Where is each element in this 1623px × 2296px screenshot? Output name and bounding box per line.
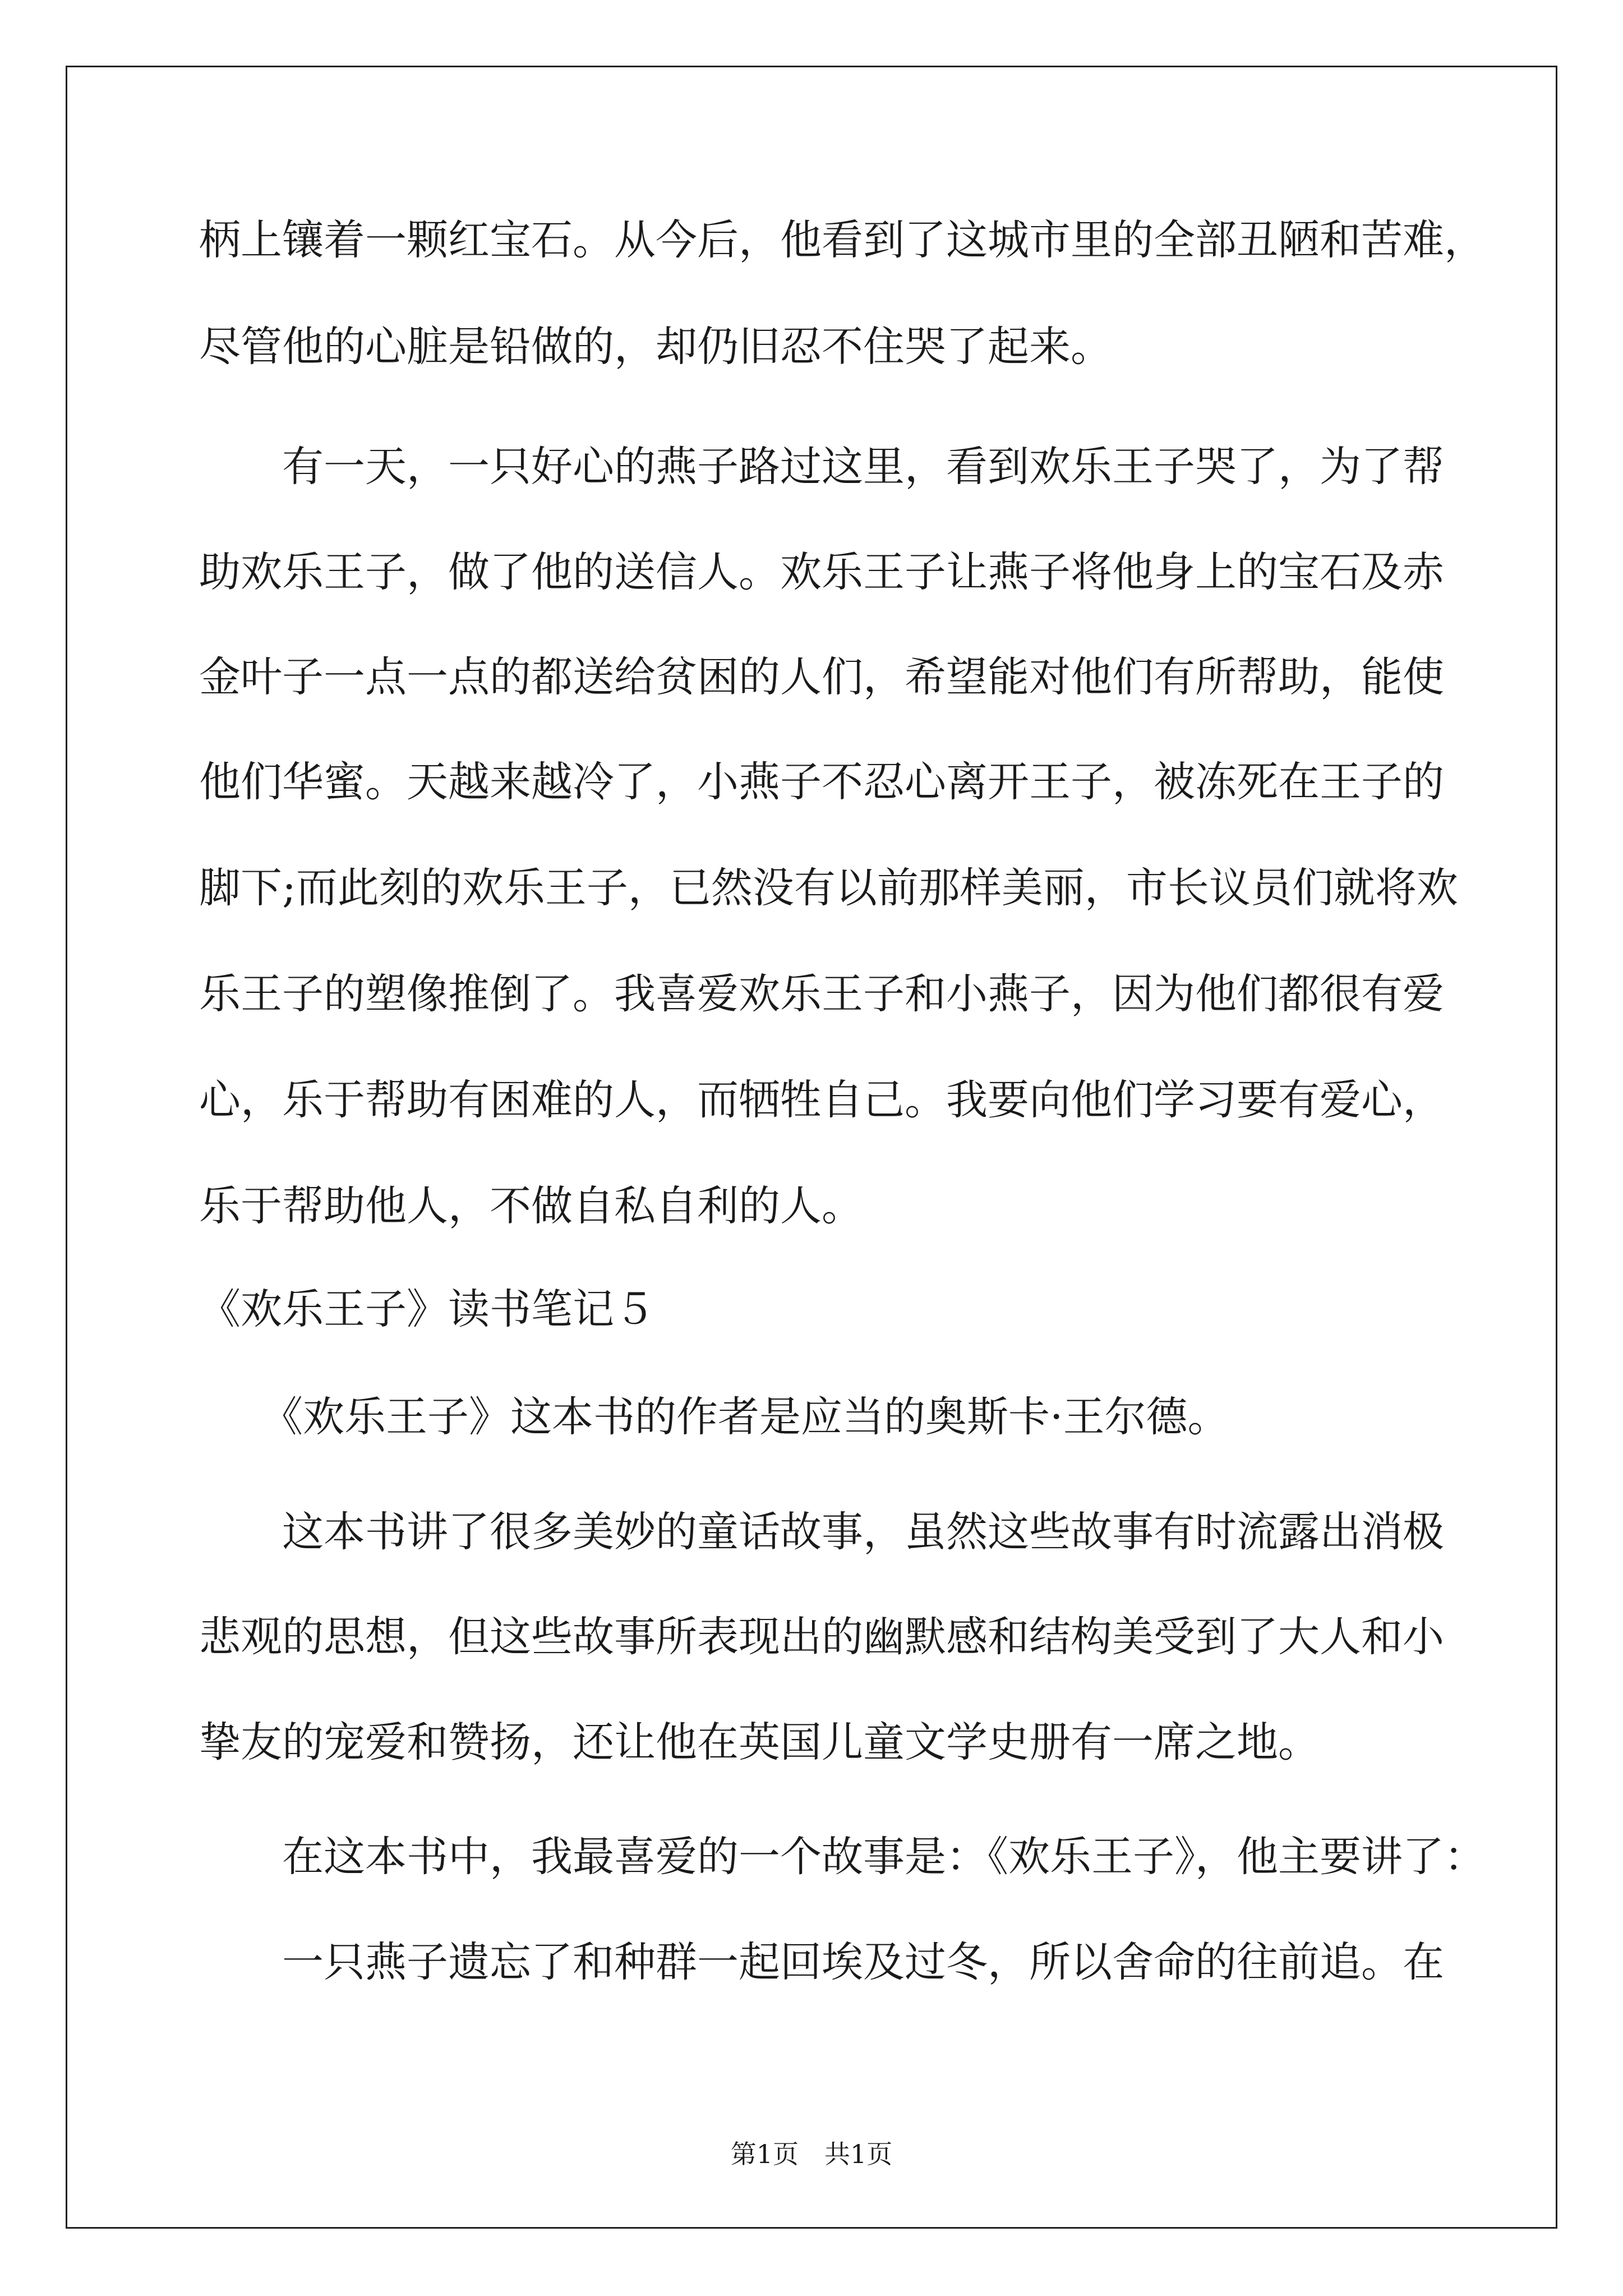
- text-line: 尽管他的心脏是铅做的，却仍旧忍不住哭了起来。: [199, 323, 1112, 371]
- text-line: 脚下;而此刻的欢乐王子，已然没有以前那样美丽，市长议员们就将欢: [199, 864, 1458, 912]
- section-heading: 《欢乐王子》读书笔记５: [199, 1285, 656, 1333]
- text-line: 在这本书中，我最喜爱的一个故事是：《欢乐王子》，他主要讲了：: [199, 1833, 1486, 1881]
- text-line: 心，乐于帮助有困难的人，而牺牲自己。我要向他们学习要有爱心，: [199, 1076, 1444, 1124]
- text-line: 他们华蜜。天越来越冷了，小燕子不忍心离开王子，被冻死在王子的: [199, 758, 1444, 806]
- text-line: 悲观的思想，但这些故事所表现出的幽默感和结构美受到了大人和小: [199, 1613, 1444, 1661]
- text-line: 挚友的宠爱和赞扬，还让他在英国儿童文学史册有一席之地。: [199, 1718, 1320, 1766]
- text-line: 这本书讲了很多美妙的童话故事，虽然这些故事有时流露出消极: [199, 1508, 1444, 1556]
- text-line: 助欢乐王子，做了他的送信人。欢乐王子让燕子将他身上的宝石及赤: [199, 548, 1444, 596]
- text-line: 乐王子的塑像推倒了。我喜爱欢乐王子和小燕子，因为他们都很有爱: [199, 970, 1444, 1018]
- page-footer: 第1页 共1页: [730, 2139, 893, 2169]
- text-line: 柄上镶着一颗红宝石。从今后，他看到了这城市里的全部丑陋和苦难，: [199, 216, 1486, 264]
- text-line: 金叶子一点一点的都送给贫困的人们，希望能对他们有所帮助，能使: [199, 653, 1444, 701]
- text-line: 《欢乐王子》这本书的作者是应当的奥斯卡·王尔德。: [199, 1393, 1229, 1441]
- text-line: 一只燕子遗忘了和种群一起回埃及过冬，所以舍命的往前追。在: [199, 1938, 1444, 1986]
- text-line: 乐于帮助他人，不做自私自利的人。: [199, 1182, 863, 1230]
- page-border: [66, 66, 1557, 2229]
- text-line: 有一天，一只好心的燕子路过这里，看到欢乐王子哭了，为了帮: [199, 443, 1444, 491]
